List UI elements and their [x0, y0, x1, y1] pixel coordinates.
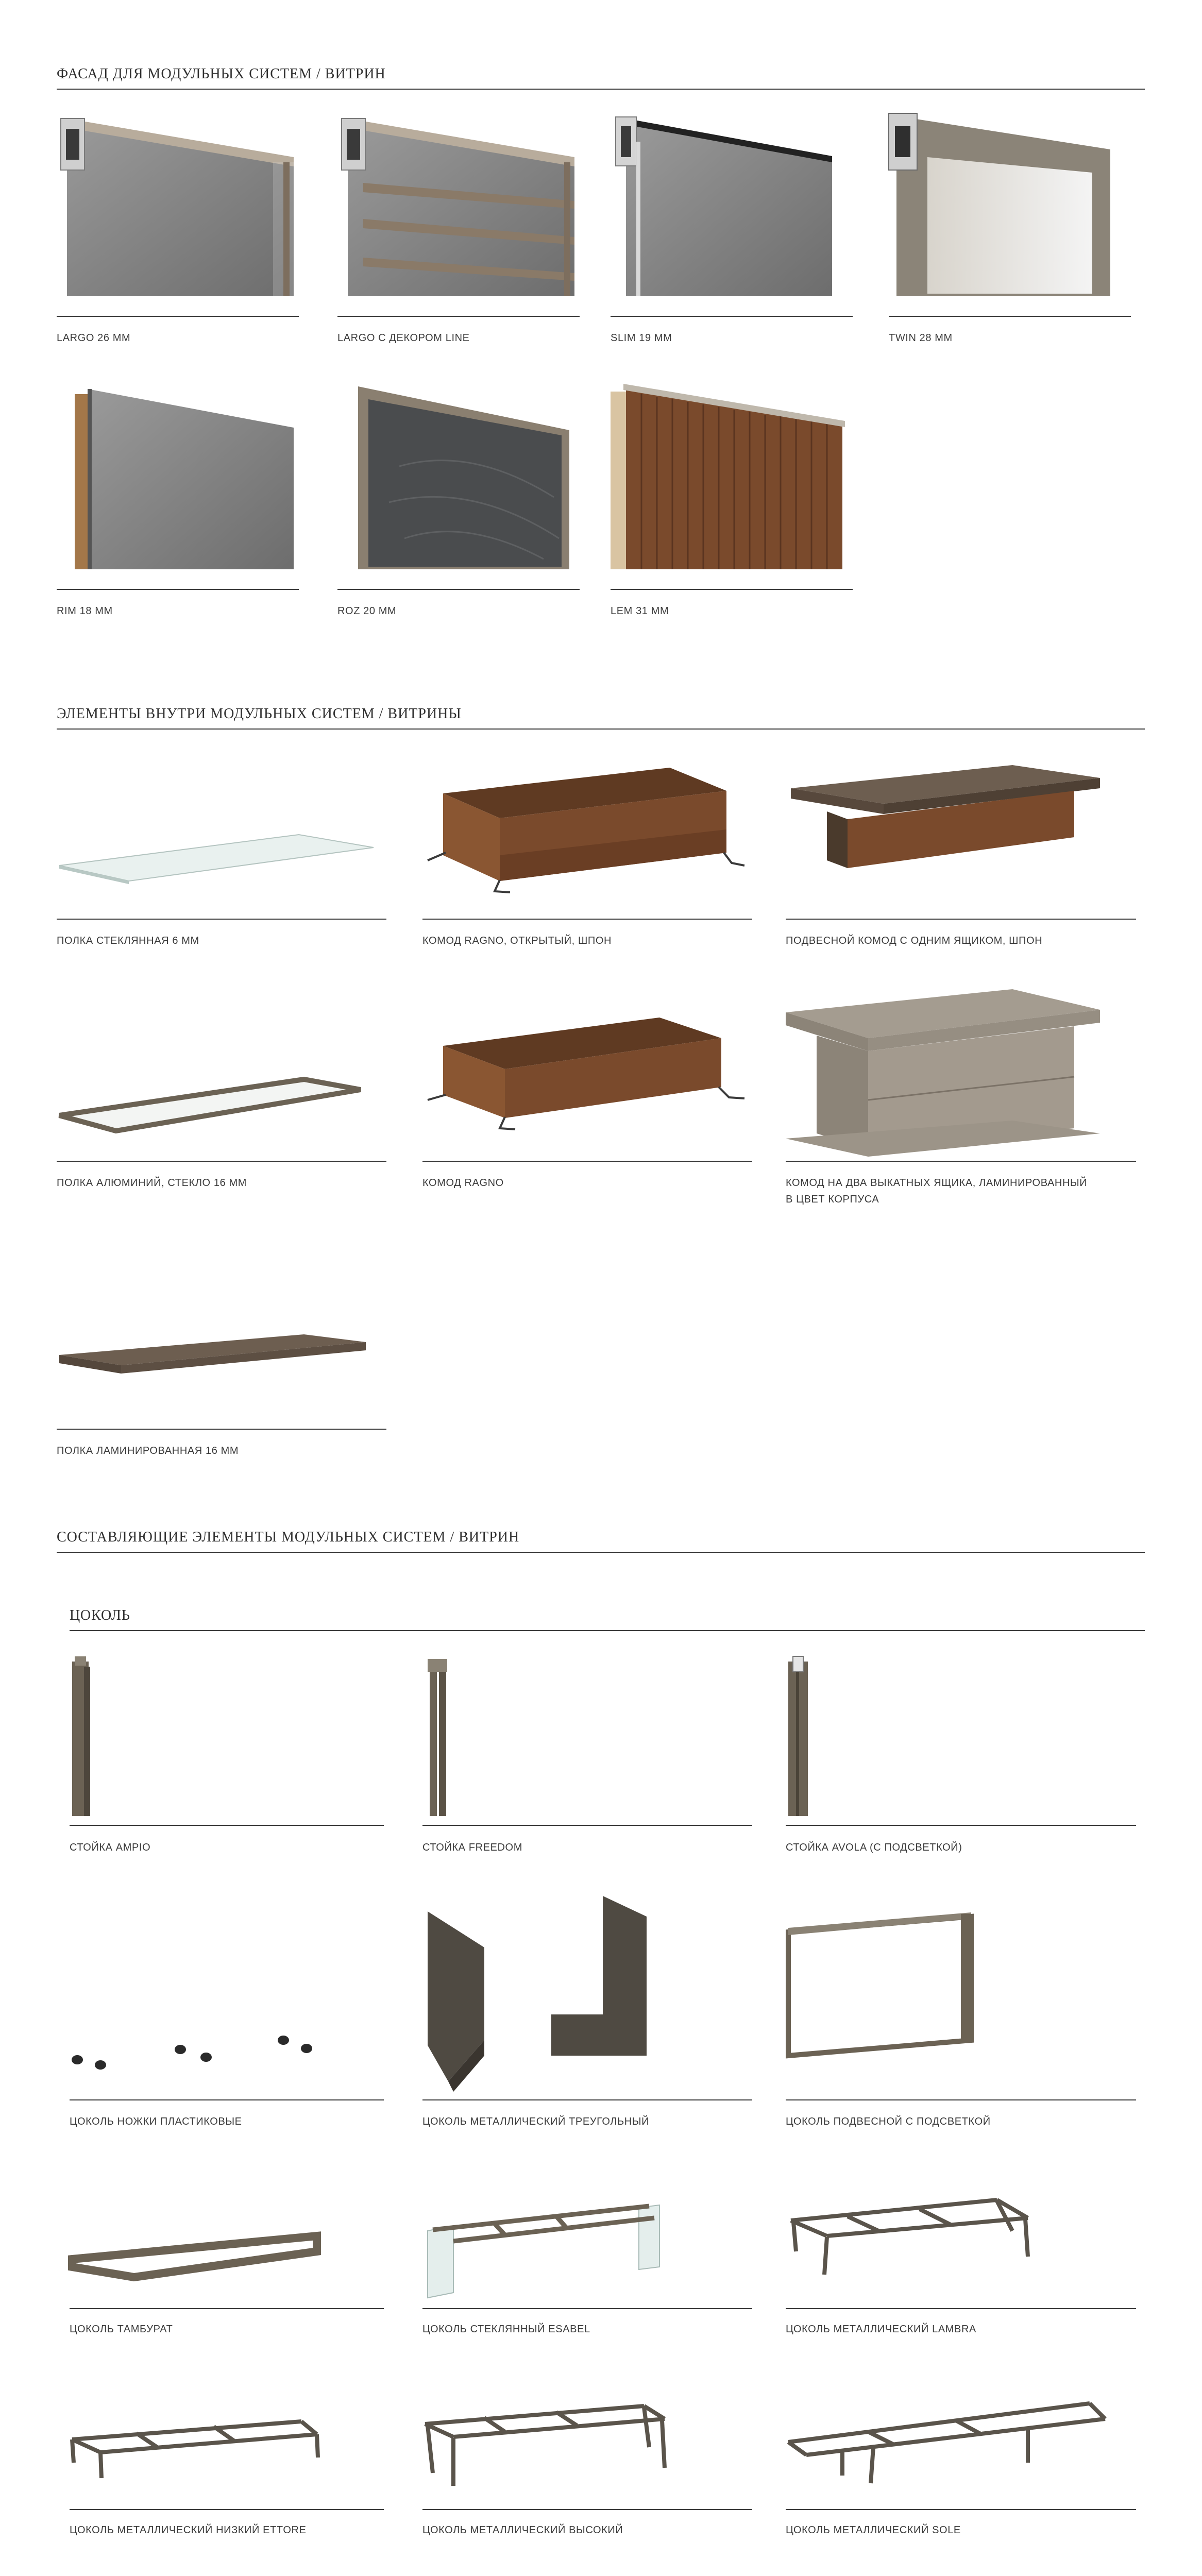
aluminium-shelf-icon [57, 989, 386, 1159]
laminated-shelf-icon [57, 1283, 386, 1417]
caption-rule [422, 2308, 752, 2309]
caption-rule [70, 2099, 384, 2100]
frame-twin-icon [889, 111, 1131, 307]
plinth-subtitle-rule [70, 1630, 1145, 1631]
product-card[interactable] [422, 2169, 752, 2339]
product-label: ЦОКОЛЬ ПОДВЕСНОЙ С ПОДСВЕТКОЙ [786, 2116, 991, 2127]
glass-shelf-icon [57, 757, 386, 912]
product-label: КОМОД RAGNO [422, 1177, 504, 1189]
product-card[interactable] [422, 2365, 752, 2540]
product-label: ЦОКОЛЬ МЕТАЛЛИЧЕСКИЙ LAMBRA [786, 2324, 976, 2335]
double-drawer-icon [786, 989, 1136, 1159]
frame-lem-icon [611, 384, 853, 580]
high-base-icon [422, 2365, 752, 2504]
caption-rule [786, 2099, 1136, 2100]
product-label: ПОЛКА ЛАМИНИРОВАННАЯ 16 ММ [57, 1445, 239, 1456]
caption-rule [786, 919, 1136, 920]
product-card[interactable] [611, 384, 853, 631]
post-avola-icon [786, 1654, 1136, 1819]
product-card[interactable] [786, 1886, 1136, 2133]
product-label: ЦОКОЛЬ МЕТАЛЛИЧЕСКИЙ ВЫСОКИЙ [422, 2524, 623, 2536]
inner-section-title: ЭЛЕМЕНТЫ ВНУТРИ МОДУЛЬНЫХ СИСТЕМ / ВИТРИНЫ [57, 706, 462, 722]
post-freedom-icon [422, 1654, 752, 1819]
lambra-base-icon [786, 2169, 1136, 2303]
caption-rule [57, 316, 299, 317]
open-drawer-icon [422, 757, 752, 912]
caption-rule [337, 316, 580, 317]
hanging-drawer-icon [786, 757, 1136, 912]
product-label: ЦОКОЛЬ НОЖКИ ПЛАСТИКОВЫЕ [70, 2116, 242, 2127]
product-label: ЦОКОЛЬ ТАМБУРАТ [70, 2324, 173, 2335]
product-label: ПОЛКА СТЕКЛЯННАЯ 6 ММ [57, 935, 199, 946]
hanging-plinth-icon [786, 1886, 1136, 2092]
caption-rule [57, 1429, 386, 1430]
product-label: LEM 31 MM [611, 605, 669, 617]
caption-rule [611, 589, 853, 590]
caption-rule [889, 316, 1131, 317]
caption-rule [786, 2509, 1136, 2510]
triangle-plinth-icon [422, 1886, 752, 2092]
product-card[interactable] [57, 1283, 386, 1458]
product-card[interactable] [786, 2365, 1136, 2540]
frame-profile-icon [57, 111, 299, 307]
product-label: ПОЛКА АЛЮМИНИЙ, СТЕКЛО 16 ММ [57, 1177, 247, 1189]
product-label: СТОЙКА AMPIO [70, 1842, 151, 1853]
caption-rule [422, 919, 752, 920]
product-label: TWIN 28 MM [889, 332, 953, 344]
product-card[interactable] [422, 1886, 752, 2133]
product-label: RIM 18 MM [57, 605, 113, 617]
caption-rule [57, 1161, 386, 1162]
frame-line-decor-icon [337, 111, 580, 307]
drawer-box-icon [422, 989, 752, 1159]
inner-section-rule [57, 728, 1145, 730]
frame-roz-icon [337, 384, 580, 580]
product-label: ЦОКОЛЬ МЕТАЛЛИЧЕСКИЙ SOLE [786, 2524, 961, 2536]
product-label: КОМОД НА ДВА ВЫКАТНЫХ ЯЩИКА, ЛАМИНИРОВАННЫЙ В ЦВЕТ КОРПУСА [786, 1177, 1088, 1205]
caption-rule [70, 1825, 384, 1826]
caption-rule [422, 1825, 752, 1826]
caption-rule [337, 589, 580, 590]
caption-rule [786, 1825, 1136, 1826]
product-card[interactable] [422, 989, 752, 1206]
product-card[interactable] [422, 757, 752, 963]
caption-rule [611, 316, 853, 317]
caption-rule [422, 1161, 752, 1162]
product-card[interactable] [611, 111, 853, 358]
product-card[interactable] [57, 989, 386, 1206]
caption-rule [422, 2099, 752, 2100]
product-card[interactable] [337, 384, 580, 631]
product-card[interactable] [70, 1654, 384, 1860]
plinth-subtitle: ЦОКОЛЬ [70, 1607, 130, 1623]
ettore-base-icon [70, 2365, 384, 2504]
frame-rim-icon [57, 384, 299, 580]
glass-plinth-icon [422, 2169, 752, 2303]
caption-rule [786, 1161, 1136, 1162]
product-card[interactable] [786, 2169, 1136, 2339]
product-label: ЦОКОЛЬ МЕТАЛЛИЧЕСКИЙ НИЗКИЙ ETTORE [70, 2524, 307, 2536]
product-label: SLIM 19 MM [611, 332, 672, 344]
caption-rule [70, 2308, 384, 2309]
caption-rule [57, 589, 299, 590]
caption-rule [57, 919, 386, 920]
product-card[interactable] [889, 111, 1131, 358]
product-card[interactable] [786, 989, 1136, 1221]
product-label: ПОДВЕСНОЙ КОМОД С ОДНИМ ЯЩИКОМ, ШПОН [786, 935, 1043, 946]
parts-section-title: СОСТАВЛЯЮЩИЕ ЭЛЕМЕНТЫ МОДУЛЬНЫХ СИСТЕМ / ВИТРИН [57, 1529, 520, 1545]
facade-section-rule [57, 89, 1145, 90]
facade-section-title: ФАСАД ДЛЯ МОДУЛЬНЫХ СИСТЕМ / ВИТРИН [57, 66, 386, 82]
sole-base-icon [786, 2365, 1136, 2504]
product-card[interactable] [70, 1886, 384, 2133]
product-label: СТОЙКА FREEDOM [422, 1842, 522, 1853]
product-label: СТОЙКА AVOLA (С ПОДСВЕТКОЙ) [786, 1842, 962, 1853]
product-card[interactable] [57, 757, 386, 963]
product-card[interactable] [786, 757, 1136, 963]
product-card[interactable] [422, 1654, 752, 1860]
product-label: LARGO 26 MM [57, 332, 131, 344]
product-label: LARGO С ДЕКОРОМ LINE [337, 332, 470, 344]
parts-section-rule [57, 1552, 1145, 1553]
product-card[interactable] [57, 384, 299, 631]
product-label: КОМОД RAGNO, ОТКРЫТЫЙ, ШПОН [422, 935, 612, 946]
post-ampio-icon [70, 1654, 384, 1819]
tamburat-plinth-icon [70, 2169, 384, 2303]
caption-rule [422, 2509, 752, 2510]
product-card[interactable] [70, 2169, 384, 2339]
product-label: ROZ 20 MM [337, 605, 397, 617]
product-label: ЦОКОЛЬ СТЕКЛЯННЫЙ ESABEL [422, 2324, 590, 2335]
caption-rule [786, 2308, 1136, 2309]
product-card[interactable] [786, 1654, 1136, 1860]
frame-slim-icon [611, 111, 853, 307]
product-label: ЦОКОЛЬ МЕТАЛЛИЧЕСКИЙ ТРЕУГОЛЬНЫЙ [422, 2116, 650, 2127]
product-card[interactable] [70, 2365, 384, 2540]
product-card[interactable] [337, 111, 580, 358]
product-card[interactable] [57, 111, 299, 358]
caption-rule [70, 2509, 384, 2510]
plastic-feet-icon [70, 1886, 384, 2092]
